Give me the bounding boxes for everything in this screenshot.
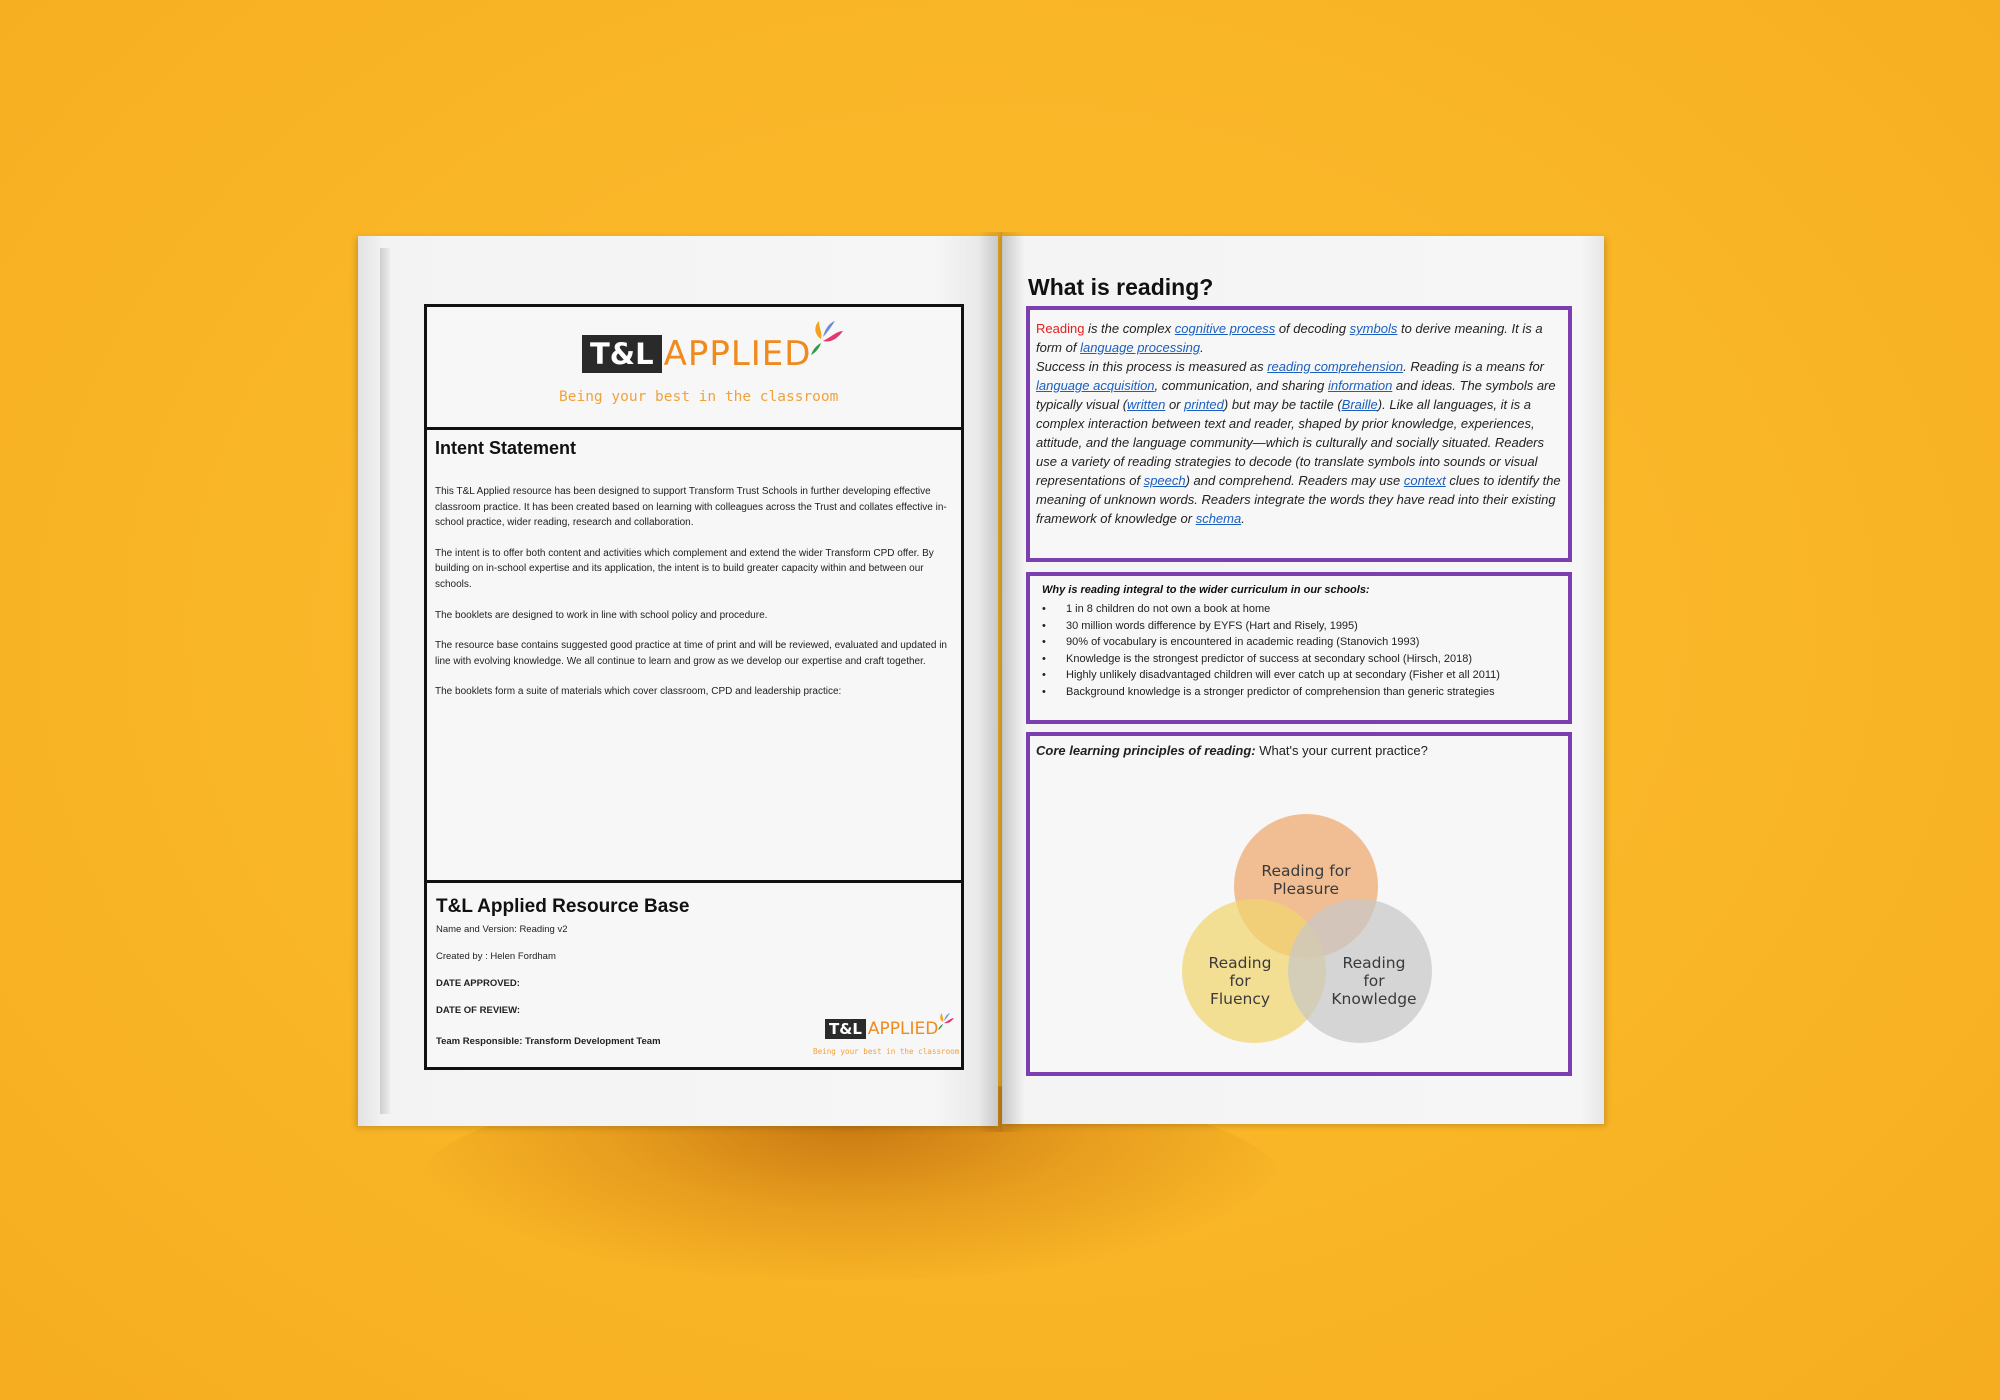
why-reading-box	[1026, 572, 1572, 724]
team-responsible-label: Team Responsible: Transform Development Team	[436, 1036, 661, 1047]
intent-body	[435, 484, 953, 715]
link-context[interactable]: context	[1403, 473, 1446, 488]
link-schema[interactable]: schema	[1195, 511, 1242, 526]
why-reading-title: Why is reading integral to the wider curriculum in our schools:	[1042, 584, 1370, 596]
list-item: • Knowledge is the strongest predictor of success at secondary school (Hirsch, 2018)	[1042, 651, 1500, 668]
created-by-value: Helen Fordham	[490, 951, 556, 962]
reading-definition-text: Reading is the complex cognitive process of decoding symbols to derive meaning. It is a form of language processing. Success in this process is measured as reading comprehension. Reading is a means for language acquisition, communication, and sharing information and ideas. The symbols are typically visual (written or printed) but may be tactile (Braille). Like all languages, it is a complex interaction between text and reader, shaped by prior knowledge, experiences, attitude, and the language community—which is culturally and socially situated. Readers use a variety of reading strategies to decode (to translate symbols into sounds or visual representations of speech) and comprehend. Readers may use context clues to identify the meaning of unknown words. Readers integrate the words they have read into their existing framework of knowledge or schema.	[1036, 321, 1561, 526]
link-printed[interactable]: printed	[1184, 397, 1224, 412]
page-title: What is reading?	[1028, 274, 1214, 300]
tl-applied-logo-small	[825, 1019, 938, 1039]
open-booklet	[358, 232, 1604, 1132]
name-version-label: Name and Version:	[436, 924, 517, 935]
intent-paragraph: This T&L Applied resource has been designed to support Transform Trust Schools in further developing effective classroom practice. It has been created based on learning with colleagues across the Trust and collates effective in-school practice, wider reading, research and collaboration.	[435, 486, 947, 529]
link-reading-comprehension[interactable]: reading comprehension	[1267, 359, 1404, 374]
list-item: • 1 in 8 children do not own a book at home	[1042, 601, 1500, 618]
link-language-acquisition[interactable]: language acquisition	[1036, 378, 1155, 393]
list-item: • Background knowledge is a stronger predictor of comprehension than generic strategies	[1042, 684, 1500, 701]
logo-swoosh-icon	[937, 1011, 955, 1031]
logo-tagline: Being your best in the classroom	[559, 389, 839, 405]
why-reading-list	[1042, 601, 1500, 701]
date-approved-label: DATE APPROVED:	[436, 978, 520, 989]
intent-paragraph: The booklets are designed to work in line with school policy and procedure.	[435, 609, 768, 621]
link-braille[interactable]: Braille	[1341, 397, 1378, 412]
logo-tagline-small: Being your best in the classroom	[813, 1047, 960, 1056]
reading-term: Reading	[1036, 321, 1085, 336]
intent-section	[427, 430, 961, 883]
venn-label-fluency: Reading for Fluency	[1208, 954, 1272, 1008]
created-by-line	[436, 951, 556, 962]
link-information[interactable]: information	[1327, 378, 1393, 393]
intent-paragraph: The booklets form a suite of materials which cover classroom, CPD and leadership practice:	[435, 686, 842, 698]
link-cognitive-process[interactable]: cognitive process	[1174, 321, 1276, 336]
name-version-value: Reading v2	[519, 924, 568, 935]
link-written[interactable]: written	[1127, 397, 1166, 412]
logo-applied-text: APPLIED	[663, 334, 812, 374]
page-stack-edge	[380, 248, 390, 1114]
logo-tl-text: T&L	[825, 1019, 866, 1039]
list-item: • Highly unlikely disadvantaged children will ever catch up at secondary (Fisher et all 2011)	[1042, 667, 1500, 684]
logo-applied-text: APPLIED	[867, 1019, 939, 1039]
resource-base-title: T&L Applied Resource Base	[436, 896, 690, 917]
cover-frame	[424, 304, 964, 1070]
name-version-line	[436, 924, 568, 935]
book-gutter	[978, 232, 1024, 1132]
tl-applied-logo	[582, 334, 811, 374]
list-item: • 30 million words difference by EYFS (Hart and Risely, 1995)	[1042, 618, 1500, 635]
logo-header	[427, 307, 961, 430]
reading-definition-box	[1026, 306, 1572, 562]
link-symbols[interactable]: symbols	[1349, 321, 1398, 336]
logo-tl-text: T&L	[582, 335, 662, 373]
left-page	[358, 236, 998, 1126]
created-by-label: Created by :	[436, 951, 488, 962]
intent-paragraph: The resource base contains suggested good practice at time of print and will be reviewed, evaluated and updated in line with evolving knowledge. We all continue to learn and grow as we develop our expertise and craft together.	[435, 640, 947, 667]
logo-swoosh-icon	[809, 317, 845, 357]
core-principles-box	[1026, 732, 1572, 1076]
resource-base-section	[427, 883, 961, 1067]
venn-label-knowledge: Reading for Knowledge	[1331, 954, 1417, 1008]
date-of-review-label: DATE OF REVIEW:	[436, 1005, 521, 1016]
venn-diagram	[1030, 776, 1568, 1066]
venn-label-pleasure: Reading for Pleasure	[1261, 862, 1351, 898]
link-language-processing[interactable]: language processing	[1080, 340, 1201, 355]
intent-paragraph: The intent is to offer both content and activities which complement and extend the wider Transform CPD offer. By building on in-school expertise and its application, the intent is to build greater capacity within and between our schools.	[435, 547, 934, 590]
list-item: • 90% of vocabulary is encountered in academic reading (Stanovich 1993)	[1042, 634, 1500, 651]
core-principles-title: Core learning principles of reading: What's your current practice?	[1036, 743, 1428, 758]
intent-title: Intent Statement	[435, 438, 577, 458]
link-speech[interactable]: speech	[1143, 473, 1186, 488]
right-page	[1002, 236, 1604, 1124]
